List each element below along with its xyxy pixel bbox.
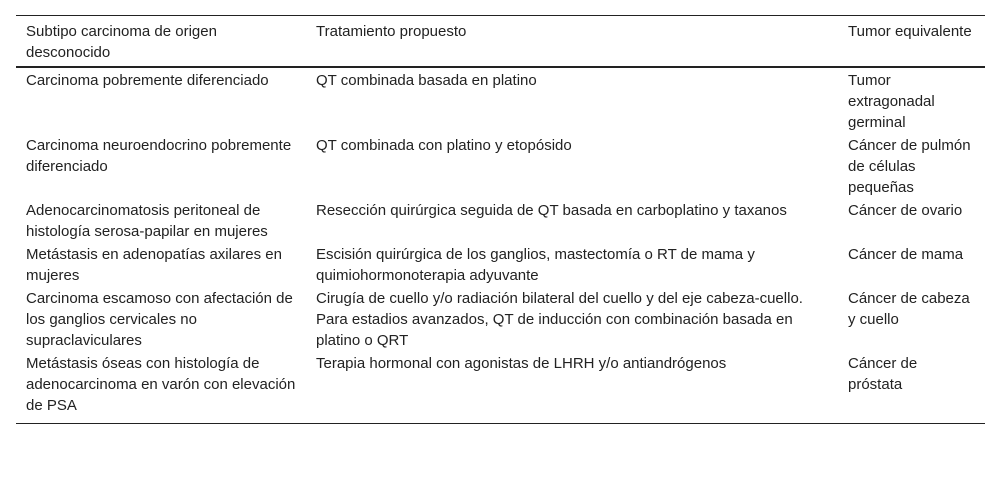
header-treatment: Tratamiento propuesto: [316, 23, 467, 40]
treatment-table: [16, 15, 985, 424]
cell-subtype: Metástasis óseas con histología de adenocarcinoma en varón con elevación de PSA: [26, 355, 296, 414]
cell-subtype: Metástasis en adenopatías axilares en mujeres: [26, 246, 282, 284]
cell-treatment: QT combinada con platino y etopósido: [316, 137, 572, 154]
cell-subtype: Carcinoma pobremente diferenciado: [26, 72, 269, 89]
cell-treatment: QT combinada basada en platino: [316, 72, 537, 89]
header-subtype: Subtipo carcinoma de origen desconocido: [26, 23, 217, 61]
table-header: [16, 16, 985, 68]
header-row: [16, 16, 985, 68]
table-body: [16, 67, 985, 424]
cell-subtype: Carcinoma escamoso con afectación de los ganglios cervicales no supraclaviculares: [26, 290, 293, 349]
cell-treatment: Terapia hormonal con agonistas de LHRH y/o antiandrógenos: [316, 355, 727, 372]
table-row: [16, 133, 985, 198]
table-row: [16, 286, 985, 351]
cell-subtype: Adenocarcinomatosis peritoneal de histología serosa-papilar en mujeres: [26, 202, 268, 240]
cell-treatment: Resección quirúrgica seguida de QT basada en carboplatino y taxanos: [316, 202, 787, 219]
header-equivalent-tumor: Tumor equivalente: [848, 23, 972, 40]
cell-equivalent-tumor: Tumor extragonadal germinal: [848, 72, 935, 131]
table-row: [16, 67, 985, 133]
cell-treatment: Escisión quirúrgica de los ganglios, mastectomía o RT de mama y quimiohormonoterapia adyuvante: [316, 246, 755, 284]
table-row: [16, 242, 985, 286]
cell-equivalent-tumor: Cáncer de cabeza y cuello: [848, 290, 970, 328]
cell-equivalent-tumor: Cáncer de mama: [848, 246, 964, 263]
table-row: [16, 198, 985, 242]
cell-treatment: Cirugía de cuello y/o radiación bilateral del cuello y del eje cabeza-cuello. Para estadios avanzados, QT de inducción con combinación basada en platino o QRT: [316, 290, 803, 349]
cell-equivalent-tumor: Cáncer de ovario: [848, 202, 963, 219]
table-container: [16, 15, 985, 424]
table-row: [16, 351, 985, 424]
cell-subtype: Carcinoma neuroendocrino pobremente diferenciado: [26, 137, 292, 175]
cell-equivalent-tumor: Cáncer de pulmón de células pequeñas: [848, 137, 971, 196]
cell-equivalent-tumor: Cáncer de próstata: [848, 355, 918, 393]
